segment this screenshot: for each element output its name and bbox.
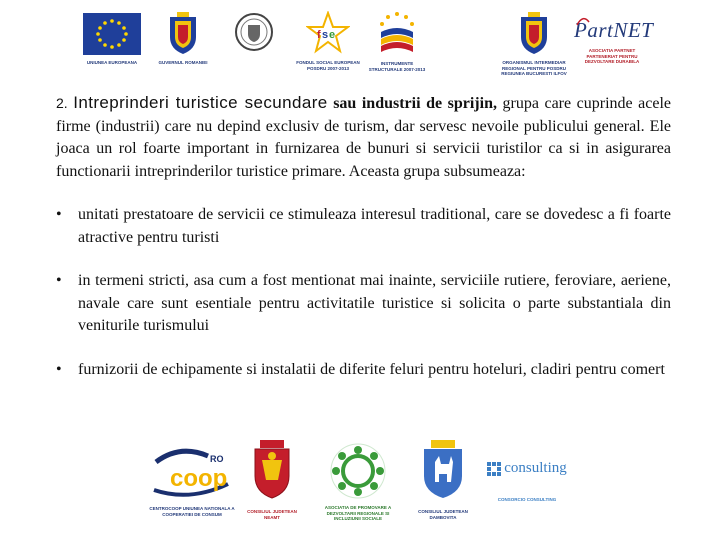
logo-partnet-caption: ASOCIATIA PARTNET PARTENERIAT PENTRU DEZVOLTARE DURABILA xyxy=(584,48,640,64)
svg-text:f: f xyxy=(317,29,321,41)
list-item-text: furnizorii de echipamente si instalatii de diferite feluri pentru hoteluri, cladiri pentru comert xyxy=(78,360,665,378)
section-number: 2. xyxy=(56,95,68,111)
list-item xyxy=(56,204,671,249)
intro-paragraph xyxy=(56,92,671,183)
coop-word: coop xyxy=(170,465,228,492)
logo-structural-caption: INSTRUMENTE STRUCTURALE 2007-2013 xyxy=(368,61,426,72)
bullet-icon: • xyxy=(56,272,62,289)
logo-consulting xyxy=(484,460,570,503)
coop-prefix: RO xyxy=(210,454,224,464)
logo-government-caption: GUVERNUL ROMANIEI xyxy=(158,60,208,65)
association-logo-icon xyxy=(329,442,387,500)
logo-dambovita-caption: CONSILIUL JUDETEAN DAMBOVITA xyxy=(418,509,468,520)
logo-oirposdru-caption: ORGANISMUL INTERMEDIAR REGIONAL PENTRU POSDRU REGIUNEA BUCURESTI ILFOV xyxy=(501,60,567,76)
logo-fse-caption: FONDUL SOCIAL EUROPEAN POSDRU 2007-2013 xyxy=(296,60,360,71)
list-item xyxy=(56,359,671,382)
bullet-list xyxy=(56,204,671,381)
bullet-icon: • xyxy=(56,206,62,223)
logo-eu-caption: UNIUNEA EUROPEANA xyxy=(86,60,138,65)
partnet-brand: PartNET xyxy=(574,18,654,42)
logo-partnet xyxy=(574,18,654,65)
logo-dambovita xyxy=(412,440,474,520)
logo-centrocoop-caption: CENTROCOOP UNIUNEA NATIONALA A COOPERATIEI DE CONSUM xyxy=(149,506,235,517)
svg-text:e: e xyxy=(329,29,336,41)
dambovita-county-crest-icon xyxy=(421,440,465,500)
list-item xyxy=(56,270,671,338)
intro-text: grupa care cuprinde acele firme (industrii) care nu depind exclusiv de turism, dar servesc nevoile publicului general. Ele joaca un rol foarte important in furnizarea de bunuri si servicii turistilor ca si in asigurarea functionarii intreprinderilor turistice primare. Aceasta grupa subsumeaza: xyxy=(56,95,672,180)
structural-instruments-logo-icon xyxy=(373,10,421,56)
logo-government xyxy=(152,11,214,66)
logo-consulting-caption: CONSORCIO CONSULTING xyxy=(497,497,557,502)
section-subheading: sau industrii de sprijin, xyxy=(333,95,497,112)
neamt-county-crest-icon xyxy=(252,440,292,500)
consulting-logo-icon xyxy=(487,462,501,476)
logo-association-caption: ASOCIATIA DE PROMOVARE A DEZVOLTARII REGIONALE SI INCLUZIUNII SOCIALE xyxy=(324,505,392,521)
logo-centrocoop xyxy=(148,448,236,517)
list-item-text: in termeni stricti, asa cum a fost mentionat mai inainte, serviciile rutiere, feroviare, aeriene, navale care sunt esentiale pentru activitatile turistice si solicita o parte substantiala din veniturile turismului xyxy=(78,272,671,334)
bottom-logo-bar xyxy=(0,438,720,538)
bullet-icon: • xyxy=(56,360,62,378)
logo-neamt-caption: CONSILIUL JUDETEAN NEAMT xyxy=(247,509,297,520)
logo-oirposdru xyxy=(494,11,574,77)
eu-flag-icon xyxy=(83,13,141,55)
logo-neamt xyxy=(244,440,300,520)
consulting-brand: consulting xyxy=(504,460,567,476)
logo-association xyxy=(318,442,398,522)
svg-text:s: s xyxy=(322,29,329,41)
top-logo-bar xyxy=(0,8,720,80)
oirposdru-crest-icon xyxy=(518,11,550,55)
partnet-logo-icon xyxy=(576,16,590,26)
logo-structural-instruments xyxy=(364,10,430,72)
section-heading: Intreprinderi turistice secundare xyxy=(73,93,328,112)
list-item-text: unitati prestatoare de servicii ce stimuleaza interesul traditional, care se dovedesc a fi foarte atractive pentru turisti xyxy=(78,206,671,246)
logo-fse xyxy=(296,11,360,71)
logo-ministry xyxy=(232,12,276,57)
logo-eu xyxy=(82,13,142,66)
centrocoop-logo-icon xyxy=(150,448,234,498)
ministry-seal-icon xyxy=(234,12,274,52)
fse-logo-icon xyxy=(306,11,350,55)
romanian-government-crest-icon xyxy=(167,11,199,55)
main-content xyxy=(56,92,671,381)
